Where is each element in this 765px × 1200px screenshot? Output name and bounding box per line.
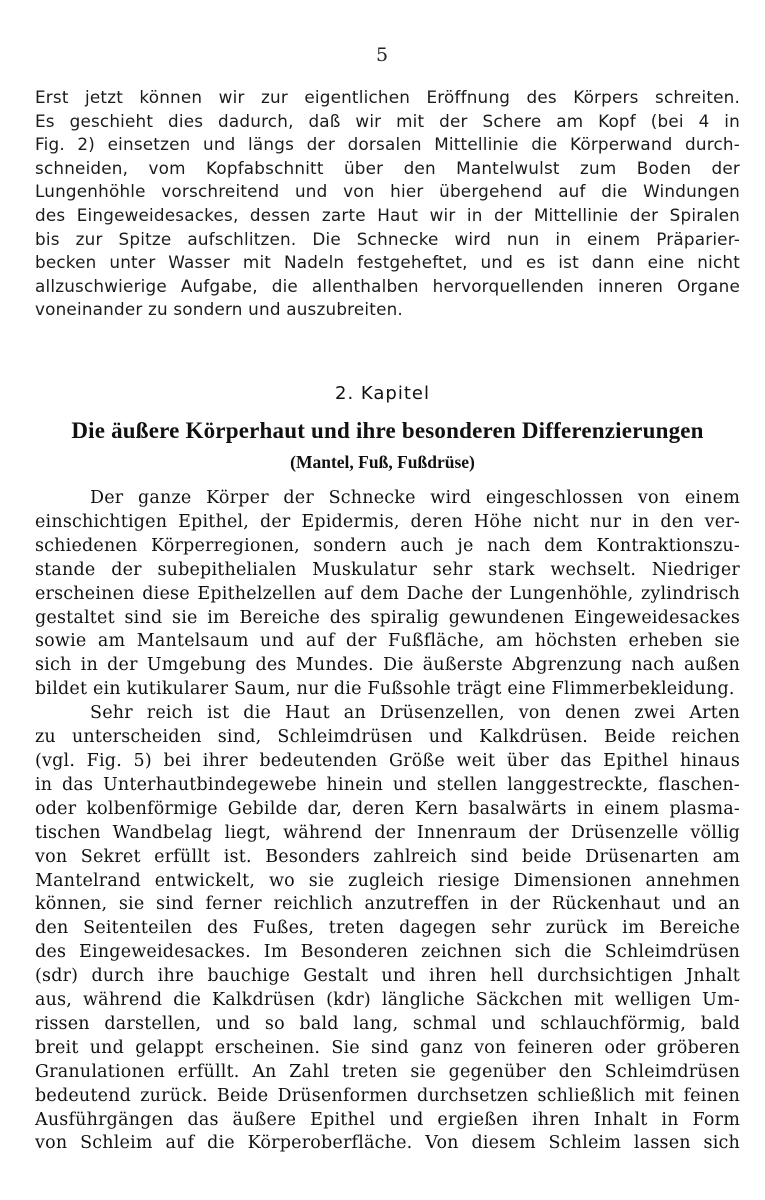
text-line: Sehr reich ist die Haut an Drüsenzellen, von denen zwei Arten <box>90 703 740 724</box>
text-line: den Seitenteilen des Fußes, treten dagegen sehr zurück im Bereiche <box>35 918 740 939</box>
text-line: zu unterscheiden sind, Schleimdrüsen und Kalkdrüsen. Beide reichen <box>35 727 740 748</box>
text-line: erscheinen diese Epithelzellen auf dem Dache der Lungenhöhle, zylindrisch <box>35 583 740 604</box>
body-text <box>35 487 740 1156</box>
intro-paragraph <box>35 86 740 322</box>
text-line: bedeutend zurück. Beide Drüsenformen durchsetzen schließlich mit feinen <box>35 1085 740 1106</box>
text-line: allzuschwierige Aufgabe, die allenthalben hervorquellenden inneren Organe <box>35 275 740 296</box>
text-line: in das Unterhautbindegewebe hinein und stellen langgestreckte, flaschen- <box>35 774 740 795</box>
text-line: Es geschieht dies dadurch, daß wir mit der Schere am Kopf (bei 4 in <box>35 110 740 131</box>
text-line: becken unter Wasser mit Nadeln festgeheftet, und es ist dann eine nicht <box>35 252 740 273</box>
text-line: schiedenen Körperregionen, sondern auch je nach dem Kontraktionszu- <box>35 535 740 556</box>
text-line: von Schleim auf die Körperoberfläche. Von diesem Schleim lassen sich <box>35 1133 740 1154</box>
text-line: oder kolbenförmige Gebilde dar, deren Kern basalwärts in einem plasma- <box>35 798 740 819</box>
text-line: bildet ein kutikularer Saum, nur die Fußsohle trägt eine Flimmerbekleidung. <box>35 679 735 700</box>
text-line: breit und gelappt erscheinen. Sie sind ganz von feineren oder gröberen <box>35 1037 740 1058</box>
text-line: Fig. 2) einsetzen und längs der dorsalen Mittellinie die Körperwand durch- <box>35 134 740 155</box>
text-line: voneinander zu sondern und auszubreiten. <box>35 299 403 320</box>
chapter-label: 2. Kapitel <box>335 383 430 404</box>
text-line: Mantelrand entwickelt, wo sie zugleich riesige Dimensionen annehmen <box>35 870 740 891</box>
text-line: (sdr) durch ihre bauchige Gestalt und ihren hell durchsichtigen Jnhalt <box>35 966 740 987</box>
text-line: einschichtigen Epithel, der Epidermis, deren Höhe nicht nur in den ver- <box>35 511 740 532</box>
chapter-subtitle: (Mantel, Fuß, Fußdrüse) <box>290 452 475 472</box>
text-line: können, sie sind ferner reichlich anzutreffen in der Rückenhaut und an <box>35 894 740 915</box>
chapter-title: Die äußere Körperhaut und ihre besonderen Differenzierungen <box>71 418 704 443</box>
text-line: Granulationen erfüllt. An Zahl treten sie gegenüber den Schleimdrüsen <box>35 1061 740 1082</box>
text-line: Ausführgängen das äußere Epithel und ergießen ihren Inhalt in Form <box>35 1109 740 1130</box>
text-line: sich in der Umgebung des Mundes. Die äußerste Abgrenzung nach außen <box>35 655 740 676</box>
text-line: stande der subepithelialen Muskulatur sehr stark wechselt. Niedriger <box>35 559 740 580</box>
text-line: bis zur Spitze aufschlitzen. Die Schnecke wird nun in einem Präparier- <box>35 228 740 249</box>
text-line: schneiden, vom Kopfabschnitt über den Mantelwulst zum Boden der <box>35 157 740 178</box>
page-number: 5 <box>375 44 390 66</box>
text-line: des Eingeweidesackes, dessen zarte Haut wir in der Mittellinie der Spiralen <box>35 204 740 225</box>
text-line: Erst jetzt können wir zur eigentlichen Eröffnung des Körpers schreiten. <box>35 87 740 107</box>
text-line: aus, während die Kalkdrüsen (kdr) längliche Säckchen mit welligen Um- <box>35 990 740 1011</box>
text-line: des Eingeweidesackes. Im Besonderen zeichnen sich die Schleimdrüsen <box>35 942 740 963</box>
text-line: Lungenhöhle vorschreitend und von hier übergehend auf die Windungen <box>35 181 740 202</box>
text-line: von Sekret erfüllt ist. Besonders zahlreich sind beide Drüsenarten am <box>35 846 740 867</box>
text-line: Der ganze Körper der Schnecke wird eingeschlossen von einem <box>90 488 740 508</box>
text-line: gestaltet sind sie im Bereiche des spiralig gewundenen Eingeweidesackes <box>35 607 740 628</box>
text-line: rissen darstellen, und so bald lang, schmal und schlauchförmig, bald <box>35 1013 740 1034</box>
text-line: sowie am Mantelsaum und auf der Fußfläche, am höchsten erheben sie <box>35 631 740 652</box>
text-line: (vgl. Fig. 5) bei ihrer bedeutenden Größe weit über das Epithel hinaus <box>35 750 740 771</box>
text-line: tischen Wandbelag liegt, während der Innenraum der Drüsenzelle völlig <box>35 822 740 843</box>
